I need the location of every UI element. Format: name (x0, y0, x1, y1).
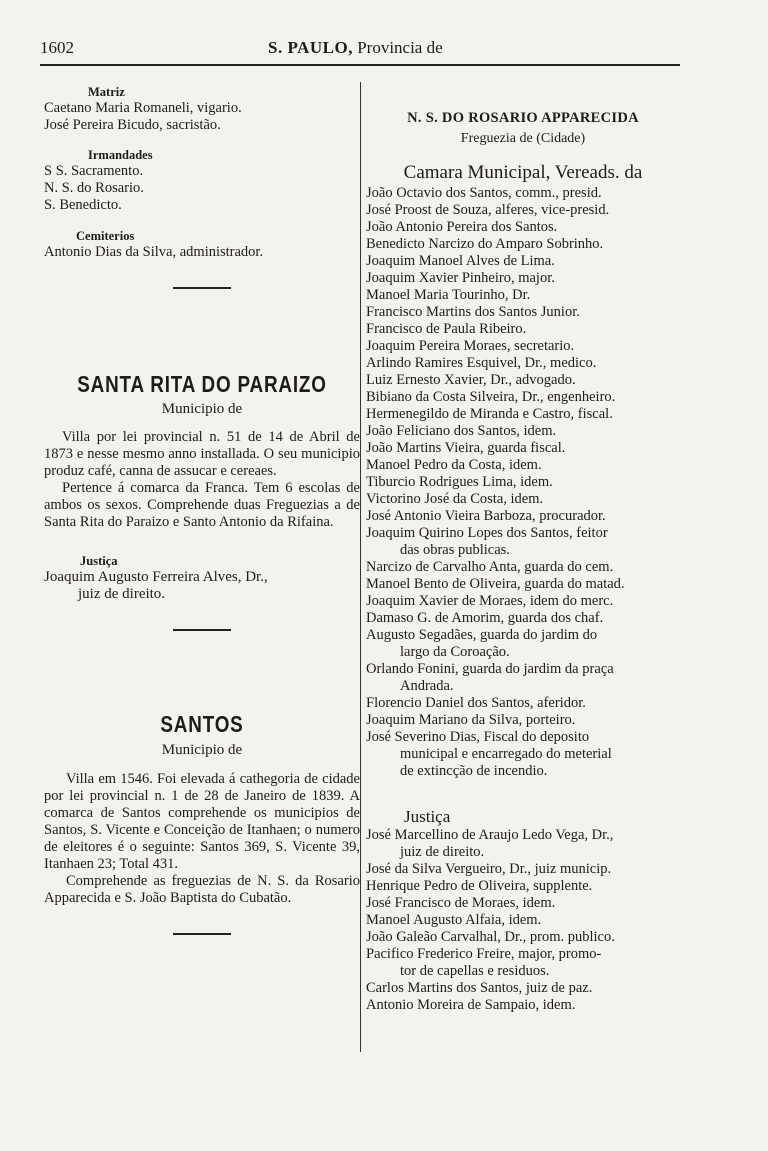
rosario-title: N. S. DO ROSARIO APPARECIDA (407, 110, 639, 126)
list-item: José Francisco de Moraes, idem. (366, 895, 556, 911)
justica-heading: Justiça (404, 807, 451, 826)
list-item: Henrique Pedro de Oliveira, supplente. (366, 878, 593, 894)
list-item: Bibiano da Costa Silveira, Dr., engenheiro. (366, 389, 616, 405)
list-item: José da Silva Vergueiro, Dr., juiz municip. (366, 861, 612, 877)
list-item: Augusto Segadães, guarda do jardim do (366, 627, 598, 643)
page-header (40, 38, 680, 62)
list-item: Victorino José da Costa, idem. (366, 491, 544, 507)
list-item: João Feliciano dos Santos, idem. (366, 423, 557, 439)
list-item: Hermenegildo de Miranda e Castro, fiscal. (366, 406, 613, 422)
running-title-bold: S. PAULO, (268, 38, 353, 57)
santa-rita-subtitle: Municipio de (161, 401, 243, 417)
santa-rita-para-1: Villa por lei provincial n. 51 de 14 de Abril de 1873 e nesse mesmo anno installada. O seu municipio produz café, canna de assucar e cereaes. (44, 429, 360, 479)
cemiterios-heading: Cemiterios (76, 229, 135, 243)
camara-heading: Camara Municipal, Vereads. da (403, 162, 643, 183)
irmandades-heading: Irmandades (88, 148, 153, 162)
list-item: de extincção de incendio. (400, 763, 548, 779)
list-item: largo da Coroação. (400, 644, 510, 660)
left-column (44, 84, 360, 935)
list-item: Joaquim Xavier Pinheiro, major. (366, 270, 555, 286)
list-item: Manoel Maria Tourinho, Dr. (366, 287, 531, 303)
list-item: João Octavio dos Santos, comm., presid. (366, 185, 602, 201)
santos-subtitle: Municipio de (161, 742, 243, 758)
list-item: Antonio Dias da Silva, administrador. (44, 244, 264, 260)
header-rule (40, 64, 680, 66)
section-divider (173, 933, 231, 935)
list-item: João Martins Vieira, guarda fiscal. (366, 440, 566, 456)
list-item: Caetano Maria Romaneli, vigario. (44, 100, 242, 116)
list-item: Antonio Moreira de Sampaio, idem. (366, 997, 576, 1013)
running-title (268, 38, 443, 58)
list-item: Luiz Ernesto Xavier, Dr., advogado. (366, 372, 576, 388)
list-item: S. Benedicto. (44, 197, 122, 213)
page-number: 1602 (40, 38, 74, 57)
list-item: Tiburcio Rodrigues Lima, idem. (366, 474, 553, 490)
right-column (366, 84, 680, 1014)
list-item: Joaquim Mariano da Silva, porteiro. (366, 712, 576, 728)
list-item: João Galeão Carvalhal, Dr., prom. publico. (366, 929, 615, 945)
list-item: Orlando Fonini, guarda do jardim da praça (366, 661, 614, 677)
santa-rita-title: SANTA RITA DO PARAIZO (77, 371, 327, 397)
list-item: José Severino Dias, Fiscal do deposito (366, 729, 590, 745)
list-item: José Proost de Souza, alferes, vice-presid. (366, 202, 610, 218)
santa-rita-para-2: Pertence á comarca da Franca. Tem 6 escolas de ambos os sexos. Comprehende duas Freguezias a de Santa Rita do Paraizo e Santo Antonio da Rifaina. (44, 480, 360, 530)
list-item: João Antonio Pereira dos Santos. (366, 219, 558, 235)
santos-para-2: Comprehende as freguezias de N. S. da Rosario Apparecida e S. João Baptista do Cubatão. (44, 873, 360, 906)
rosario-subtitle: Freguezia de (Cidade) (460, 131, 586, 146)
santos-para-1: Villa em 1546. Foi elevada á cathegoria de cidade por lei provincial n. 1 de 28 de Janeiro de 1839. A comarca de Santos comprehende os municipios de Santos, S. Vicente e Conceição de Itanhaen; o numero de eleitores é o seguinte: Santos 369, S. Vicente 39, Itanhaen 23; Total 431. (44, 771, 360, 872)
list-item: municipal e encarregado do meterial (400, 746, 612, 762)
list-item: Joaquim Pereira Moraes, secretario. (366, 338, 575, 354)
list-item: Andrada. (400, 678, 454, 694)
santa-rita-justica-heading: Justiça (80, 554, 118, 568)
list-item: Arlindo Ramires Esquivel, Dr., medico. (366, 355, 597, 371)
list-item: Manoel Pedro da Costa, idem. (366, 457, 542, 473)
camara-list (366, 185, 680, 780)
list-item: tor de capellas e residuos. (400, 963, 550, 979)
list-item: S S. Sacramento. (44, 163, 144, 179)
list-item: das obras publicas. (400, 542, 510, 558)
list-item: José Marcellino de Araujo Ledo Vega, Dr., (366, 827, 614, 843)
list-item: Joaquim Xavier de Moraes, idem do merc. (366, 593, 614, 609)
justica-list (366, 827, 680, 1014)
list-item: Narcizo de Carvalho Anta, guarda do cem. (366, 559, 614, 575)
list-item: Damaso G. de Amorim, guarda dos chaf. (366, 610, 604, 626)
list-item: Francisco Martins dos Santos Junior. (366, 304, 580, 320)
matriz-heading: Matriz (88, 85, 125, 99)
section-divider (173, 287, 231, 289)
santos-title: SANTOS (160, 711, 244, 737)
list-item: N. S. do Rosario. (44, 180, 144, 196)
list-item: Florencio Daniel dos Santos, aferidor. (366, 695, 586, 711)
column-divider (360, 82, 361, 1052)
list-item: Joaquim Quirino Lopes dos Santos, feitor (366, 525, 608, 541)
list-item: juiz de direito. (400, 844, 485, 860)
list-item: juiz de direito. (78, 586, 166, 602)
list-item: Carlos Martins dos Santos, juiz de paz. (366, 980, 593, 996)
list-item: Manoel Bento de Oliveira, guarda do matad. (366, 576, 625, 592)
list-item: Pacifico Frederico Freire, major, promo- (366, 946, 602, 962)
list-item: José Pereira Bicudo, sacristão. (44, 117, 221, 133)
list-item: Francisco de Paula Ribeiro. (366, 321, 527, 337)
list-item: Manoel Augusto Alfaia, idem. (366, 912, 542, 928)
running-title-rest: Provincia de (357, 38, 443, 57)
list-item: Benedicto Narcizo do Amparo Sobrinho. (366, 236, 604, 252)
list-item: Joaquim Manoel Alves de Lima. (366, 253, 555, 269)
section-divider (173, 629, 231, 631)
list-item: José Antonio Vieira Barboza, procurador. (366, 508, 606, 524)
list-item: Joaquim Augusto Ferreira Alves, Dr., (44, 569, 268, 585)
